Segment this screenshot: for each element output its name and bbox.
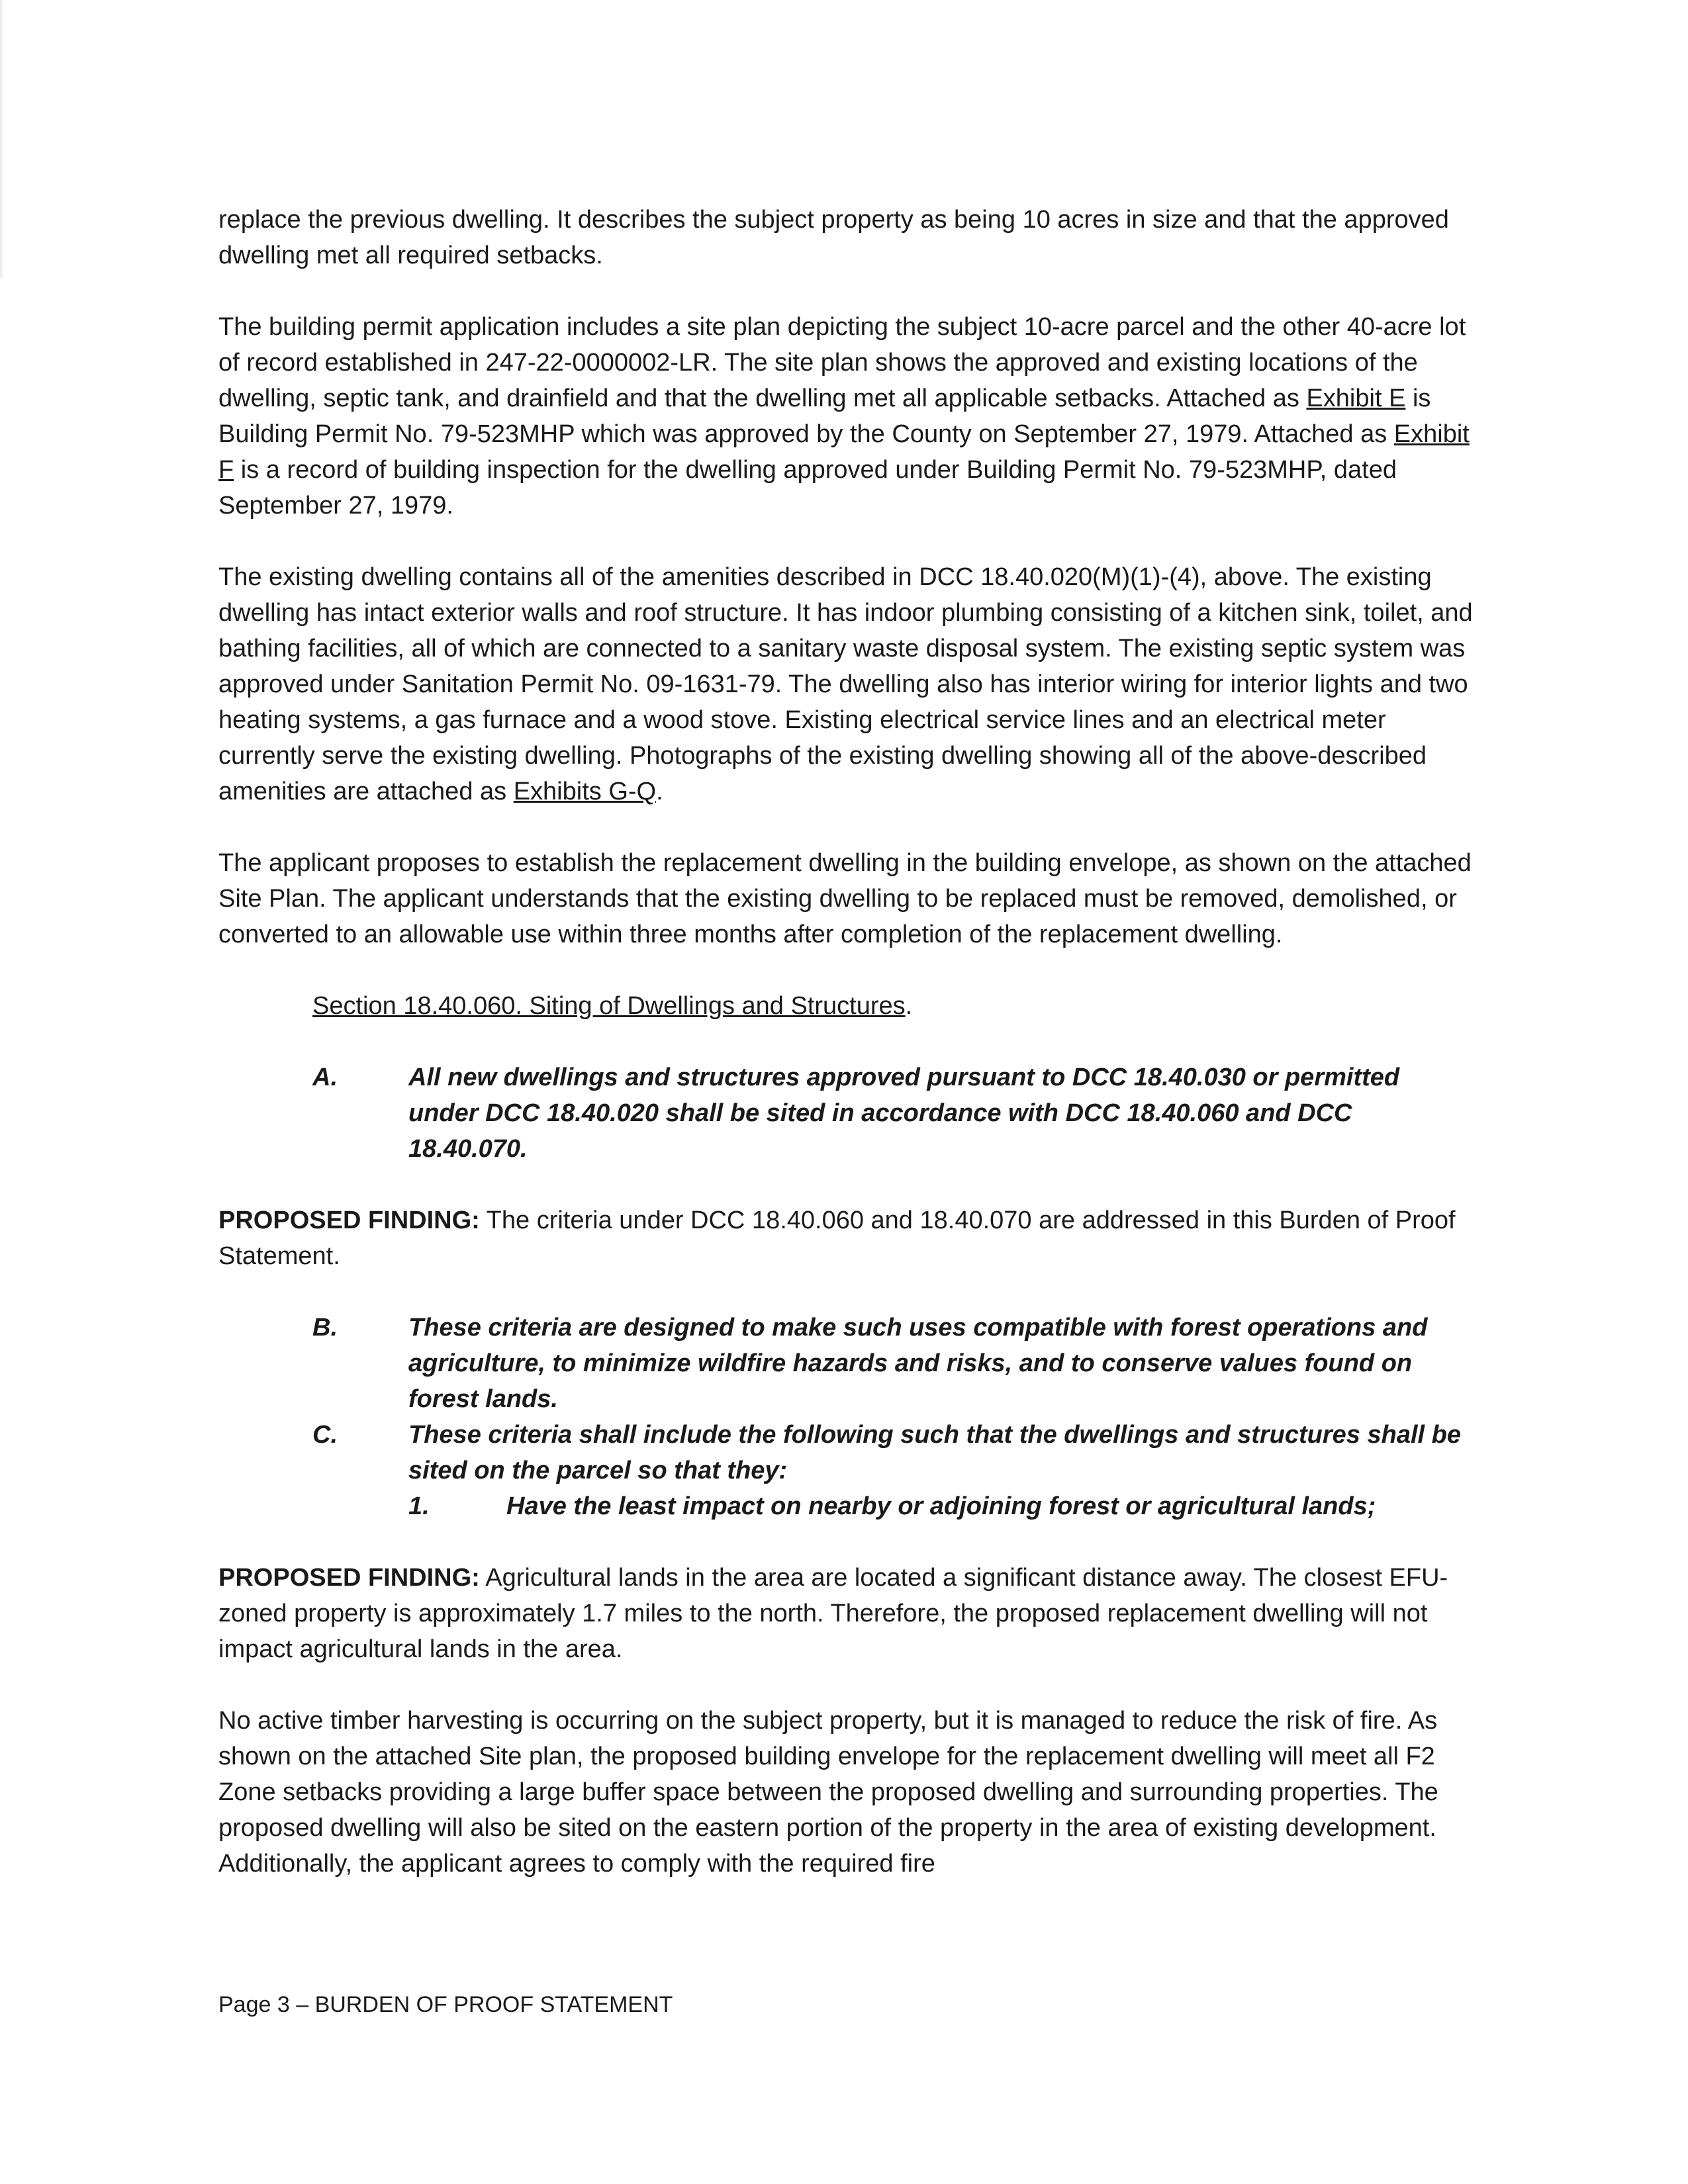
finding-label: PROPOSED FINDING: xyxy=(218,1206,480,1234)
paragraph-prior-dwelling: replace the previous dwelling. It describes the subject property as being 10 acres in size and that the approved dwelling met all required setbacks. xyxy=(218,206,1449,269)
finding-text: The criteria under DCC 18.40.060 and 18.40.070 are addressed in this Burden of Proof Statement. xyxy=(218,1206,1456,1270)
paragraph-timber-fire: No active timber harvesting is occurring on the subject property, but it is managed to reduce the risk of fire. As shown on the attached Site plan, the proposed building envelope for the replacement dwelling will meet all F2 Zone setbacks providing a large buffer space between the proposed dwelling and surrounding properties. The proposed dwelling will also be sited on the eastern portion of the property in the area of existing development. Additionally, the applicant agrees to comply with the required fire xyxy=(218,1707,1438,1878)
criterion-a xyxy=(218,1060,1476,1167)
paragraph-text: The building permit application includes a site plan depicting the subject 10-acre parcel and the other 40-acre lot of record established in 247-22-0000002-LR. The site plan shows the approved and existing locations of the dwelling, septic tank, and drainfield and that the dwelling met all applicable setbacks. Attached as xyxy=(218,313,1466,412)
page-body xyxy=(218,202,1476,1882)
paragraph-building-permit xyxy=(218,309,1476,523)
section-heading xyxy=(312,988,1476,1024)
finding-text: Agricultural lands in the area are located a significant distance away. The closest EFU-zoned property is approximately 1.7 miles to the north. Therefore, the proposed replacement dwelling will not impact agricultural lands in the area. xyxy=(218,1564,1448,1663)
exhibit-f-reference: Exhibit F xyxy=(218,420,1470,484)
section-title-period: . xyxy=(905,992,913,1020)
finding-2 xyxy=(218,1560,1476,1667)
criterion-c xyxy=(218,1417,1476,1488)
criterion-text: All new dwellings and structures approved pursuant to DCC 18.40.030 or permitted under DCC 18.40.020 shall be sited in accordance with DCC 18.40.060 and DCC 18.40.070. xyxy=(408,1064,1400,1163)
criterion-text: These criteria are designed to make such uses compatible with forest operations and agriculture, to minimize wildfire hazards and risks, and to conserve values found on forest lands. xyxy=(408,1314,1428,1413)
section-title: Section 18.40.060. Siting of Dwellings and Structures xyxy=(312,992,906,1020)
criterion-letter: B. xyxy=(312,1314,338,1342)
paragraph-existing-amenities xyxy=(218,559,1476,809)
paragraph-text: is a record of building inspection for the dwelling approved under Building Permit No. 79-523MHP, dated September 27, 1979. xyxy=(218,456,1397,520)
criterion-text: Have the least impact on nearby or adjoining forest or agricultural lands; xyxy=(506,1492,1376,1520)
page-footer: Page 3 – BURDEN OF PROOF STATEMENT xyxy=(218,1992,673,2017)
exhibits-g-q-reference: Exhibits G-Q xyxy=(513,778,657,805)
criterion-letter: C. xyxy=(312,1421,338,1449)
paragraph-text: The existing dwelling contains all of the amenities described in DCC 18.40.020(M)(1)-(4), above. The existing dwelling has intact exterior walls and roof structure. It has indoor plumbing consisting of a kitchen sink, toilet, and bathing facilities, all of which are connected to a sanitary waste disposal system. The existing septic system was approved under Sanitation Permit No. 09-1631-79. The dwelling also has interior wiring for interior lights and two heating systems, a gas furnace and a wood stove. Existing electrical service lines and an electrical meter currently serve the existing dwelling. Photographs of the existing dwelling showing all of the above-described amenities are attached as xyxy=(218,563,1473,805)
scan-edge-shadow xyxy=(0,0,4,278)
criterion-c-1 xyxy=(218,1488,1476,1524)
finding-1 xyxy=(218,1203,1476,1274)
criterion-text: These criteria shall include the following such that the dwellings and structures shall be sited on the parcel so that they: xyxy=(408,1421,1461,1484)
criterion-number: 1. xyxy=(408,1492,430,1520)
criterion-letter: A. xyxy=(312,1064,338,1091)
finding-label: PROPOSED FINDING: xyxy=(218,1564,480,1592)
paragraph-replacement-plan: The applicant proposes to establish the replacement dwelling in the building envelope, as shown on the attached Site Plan. The applicant understands that the existing dwelling to be replaced must be removed, demolished, or converted to an allowable use within three months after completion of the replacement dwelling. xyxy=(218,849,1472,948)
paragraph-text: . xyxy=(656,778,663,805)
criterion-b xyxy=(218,1310,1476,1417)
exhibit-e-reference: Exhibit E xyxy=(1306,385,1406,412)
paragraph-text: is Building Permit No. 79-523MHP which was approved by the County on September 27, 1979. Attached as xyxy=(218,385,1431,448)
